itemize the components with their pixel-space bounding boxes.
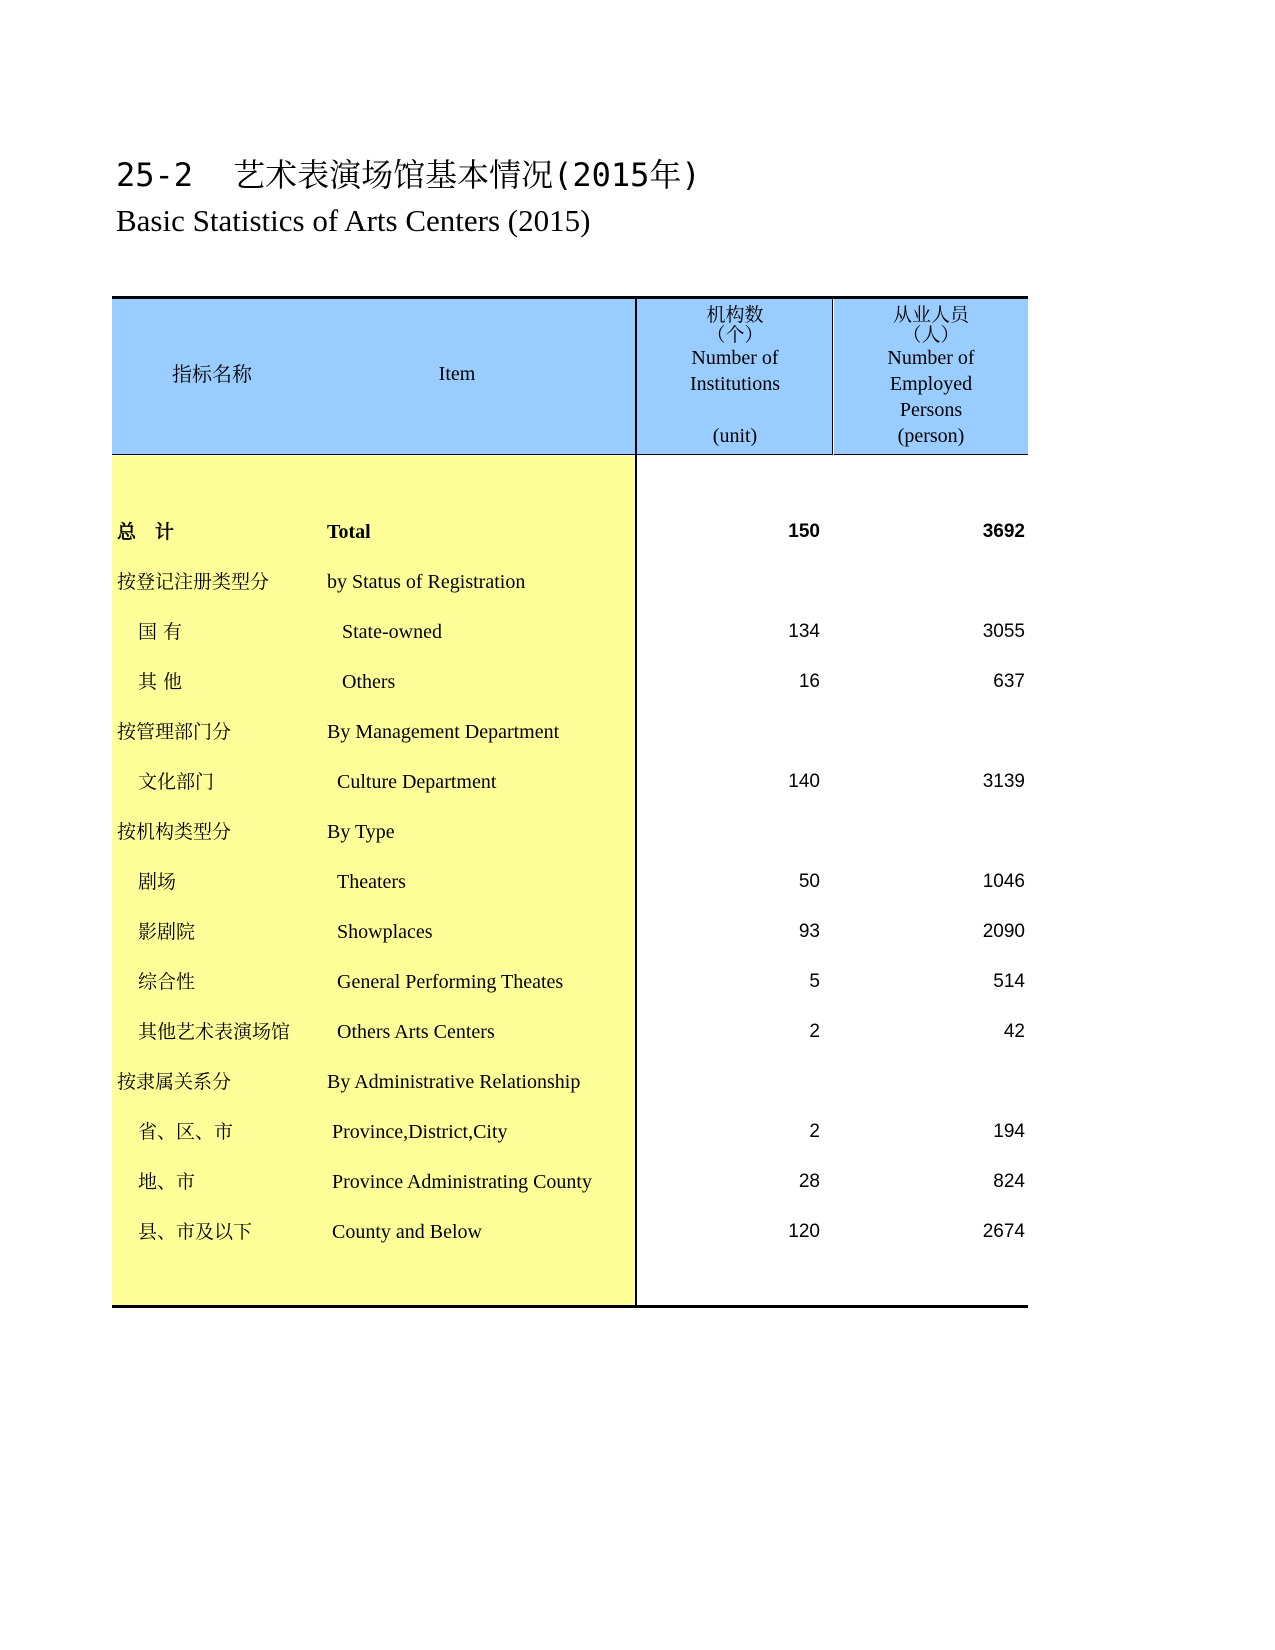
row-label-en: By Administrative Relationship <box>327 1071 581 1093</box>
row-label-en: County and Below <box>332 1221 482 1243</box>
table-row <box>112 957 1028 1007</box>
header-persons-cell <box>834 299 1028 455</box>
row-label-cn: 按隶属关系分 <box>117 1071 232 1093</box>
table-row <box>112 607 1028 657</box>
persons-value: 637 <box>993 671 1025 692</box>
persons-value: 824 <box>993 1171 1025 1192</box>
institutions-value: 120 <box>788 1221 820 1242</box>
institutions-value: 93 <box>798 921 820 942</box>
row-label-cn: 按登记注册类型分 <box>117 571 270 593</box>
row-label-en: Province,District,City <box>332 1121 508 1143</box>
table-row <box>112 757 1028 807</box>
persons-value: 194 <box>993 1121 1025 1142</box>
row-label-cn: 地、市 <box>138 1171 196 1193</box>
row-label-en: Province Administrating County <box>332 1171 592 1193</box>
table-row <box>112 857 1028 907</box>
statistics-table <box>112 296 1028 1308</box>
row-label-en: Others Arts Centers <box>337 1021 495 1043</box>
institutions-value: 150 <box>788 521 820 542</box>
table-row <box>112 1157 1028 1207</box>
row-label-en: State-owned <box>342 621 442 643</box>
row-label-en: by Status of Registration <box>327 571 526 593</box>
page-title-cn <box>116 150 701 196</box>
persons-value: 42 <box>1003 1021 1025 1042</box>
row-label-en: Total <box>327 521 371 543</box>
row-label-cn: 剧场 <box>138 871 177 893</box>
persons-value: 514 <box>993 971 1025 992</box>
table-row <box>112 1057 1028 1107</box>
bottom-rule <box>112 1305 1028 1308</box>
row-label-en: By Management Department <box>327 721 560 743</box>
table-row <box>112 807 1028 857</box>
row-label-en: Showplaces <box>337 921 433 943</box>
persons-value: 3055 <box>982 621 1025 642</box>
persons-value: 2090 <box>982 921 1025 942</box>
row-label-cn: 综合性 <box>138 971 196 993</box>
persons-value: 1046 <box>982 871 1025 892</box>
institutions-value: 2 <box>809 1021 820 1042</box>
persons-value: 3692 <box>982 521 1025 542</box>
institutions-value: 16 <box>798 671 820 692</box>
table-row <box>112 907 1028 957</box>
row-label-cn: 按管理部门分 <box>117 721 232 743</box>
title-cn-text: 艺术表演场馆基本情况(2015年) <box>233 156 701 194</box>
header-item-cn: 指标名称 <box>172 362 252 386</box>
row-label-cn: 影剧院 <box>138 921 196 943</box>
header-item-en: Item <box>438 363 476 385</box>
row-label-cn: 省、区、市 <box>138 1121 234 1143</box>
header-divider <box>832 299 833 455</box>
row-label-cn: 县、市及以下 <box>138 1221 253 1243</box>
row-label-cn: 国 有 <box>138 621 183 643</box>
row-label-en: By Type <box>327 821 395 843</box>
row-label-cn: 其他艺术表演场馆 <box>138 1021 291 1043</box>
row-label-cn: 其 他 <box>138 671 183 693</box>
institutions-value: 50 <box>798 871 820 892</box>
header-institutions-cell <box>637 299 833 455</box>
header-institutions: 机构数 （个） Number of Institutions (unit) <box>689 304 780 447</box>
table-row <box>112 1107 1028 1157</box>
header-persons: 从业人员 （人） Number of Employed Persons (person) <box>887 304 975 447</box>
institutions-value: 2 <box>809 1121 820 1142</box>
persons-value: 3139 <box>982 771 1025 792</box>
row-label-en: Others <box>342 671 396 693</box>
institutions-value: 134 <box>788 621 820 642</box>
table-row-total <box>112 507 1028 557</box>
table-row <box>112 657 1028 707</box>
row-label-cn: 按机构类型分 <box>117 821 232 843</box>
institutions-value: 5 <box>809 971 820 992</box>
institutions-value: 140 <box>788 771 820 792</box>
header-item-cell <box>112 299 636 455</box>
table-row <box>112 707 1028 757</box>
row-label-en: Culture Department <box>337 771 497 793</box>
table-row <box>112 1207 1028 1257</box>
persons-value: 2674 <box>982 1221 1025 1242</box>
row-label-cn: 文化部门 <box>138 771 215 793</box>
table-row <box>112 557 1028 607</box>
row-label-cn: 总 计 <box>117 521 175 543</box>
row-label-en: General Performing Theates <box>337 971 564 993</box>
table-row <box>112 1007 1028 1057</box>
table-number: 25-2 <box>116 156 194 194</box>
page-title-en: Basic Statistics of Arts Centers (2015) <box>116 203 591 238</box>
row-label-en: Theaters <box>337 871 406 893</box>
institutions-value: 28 <box>798 1171 820 1192</box>
